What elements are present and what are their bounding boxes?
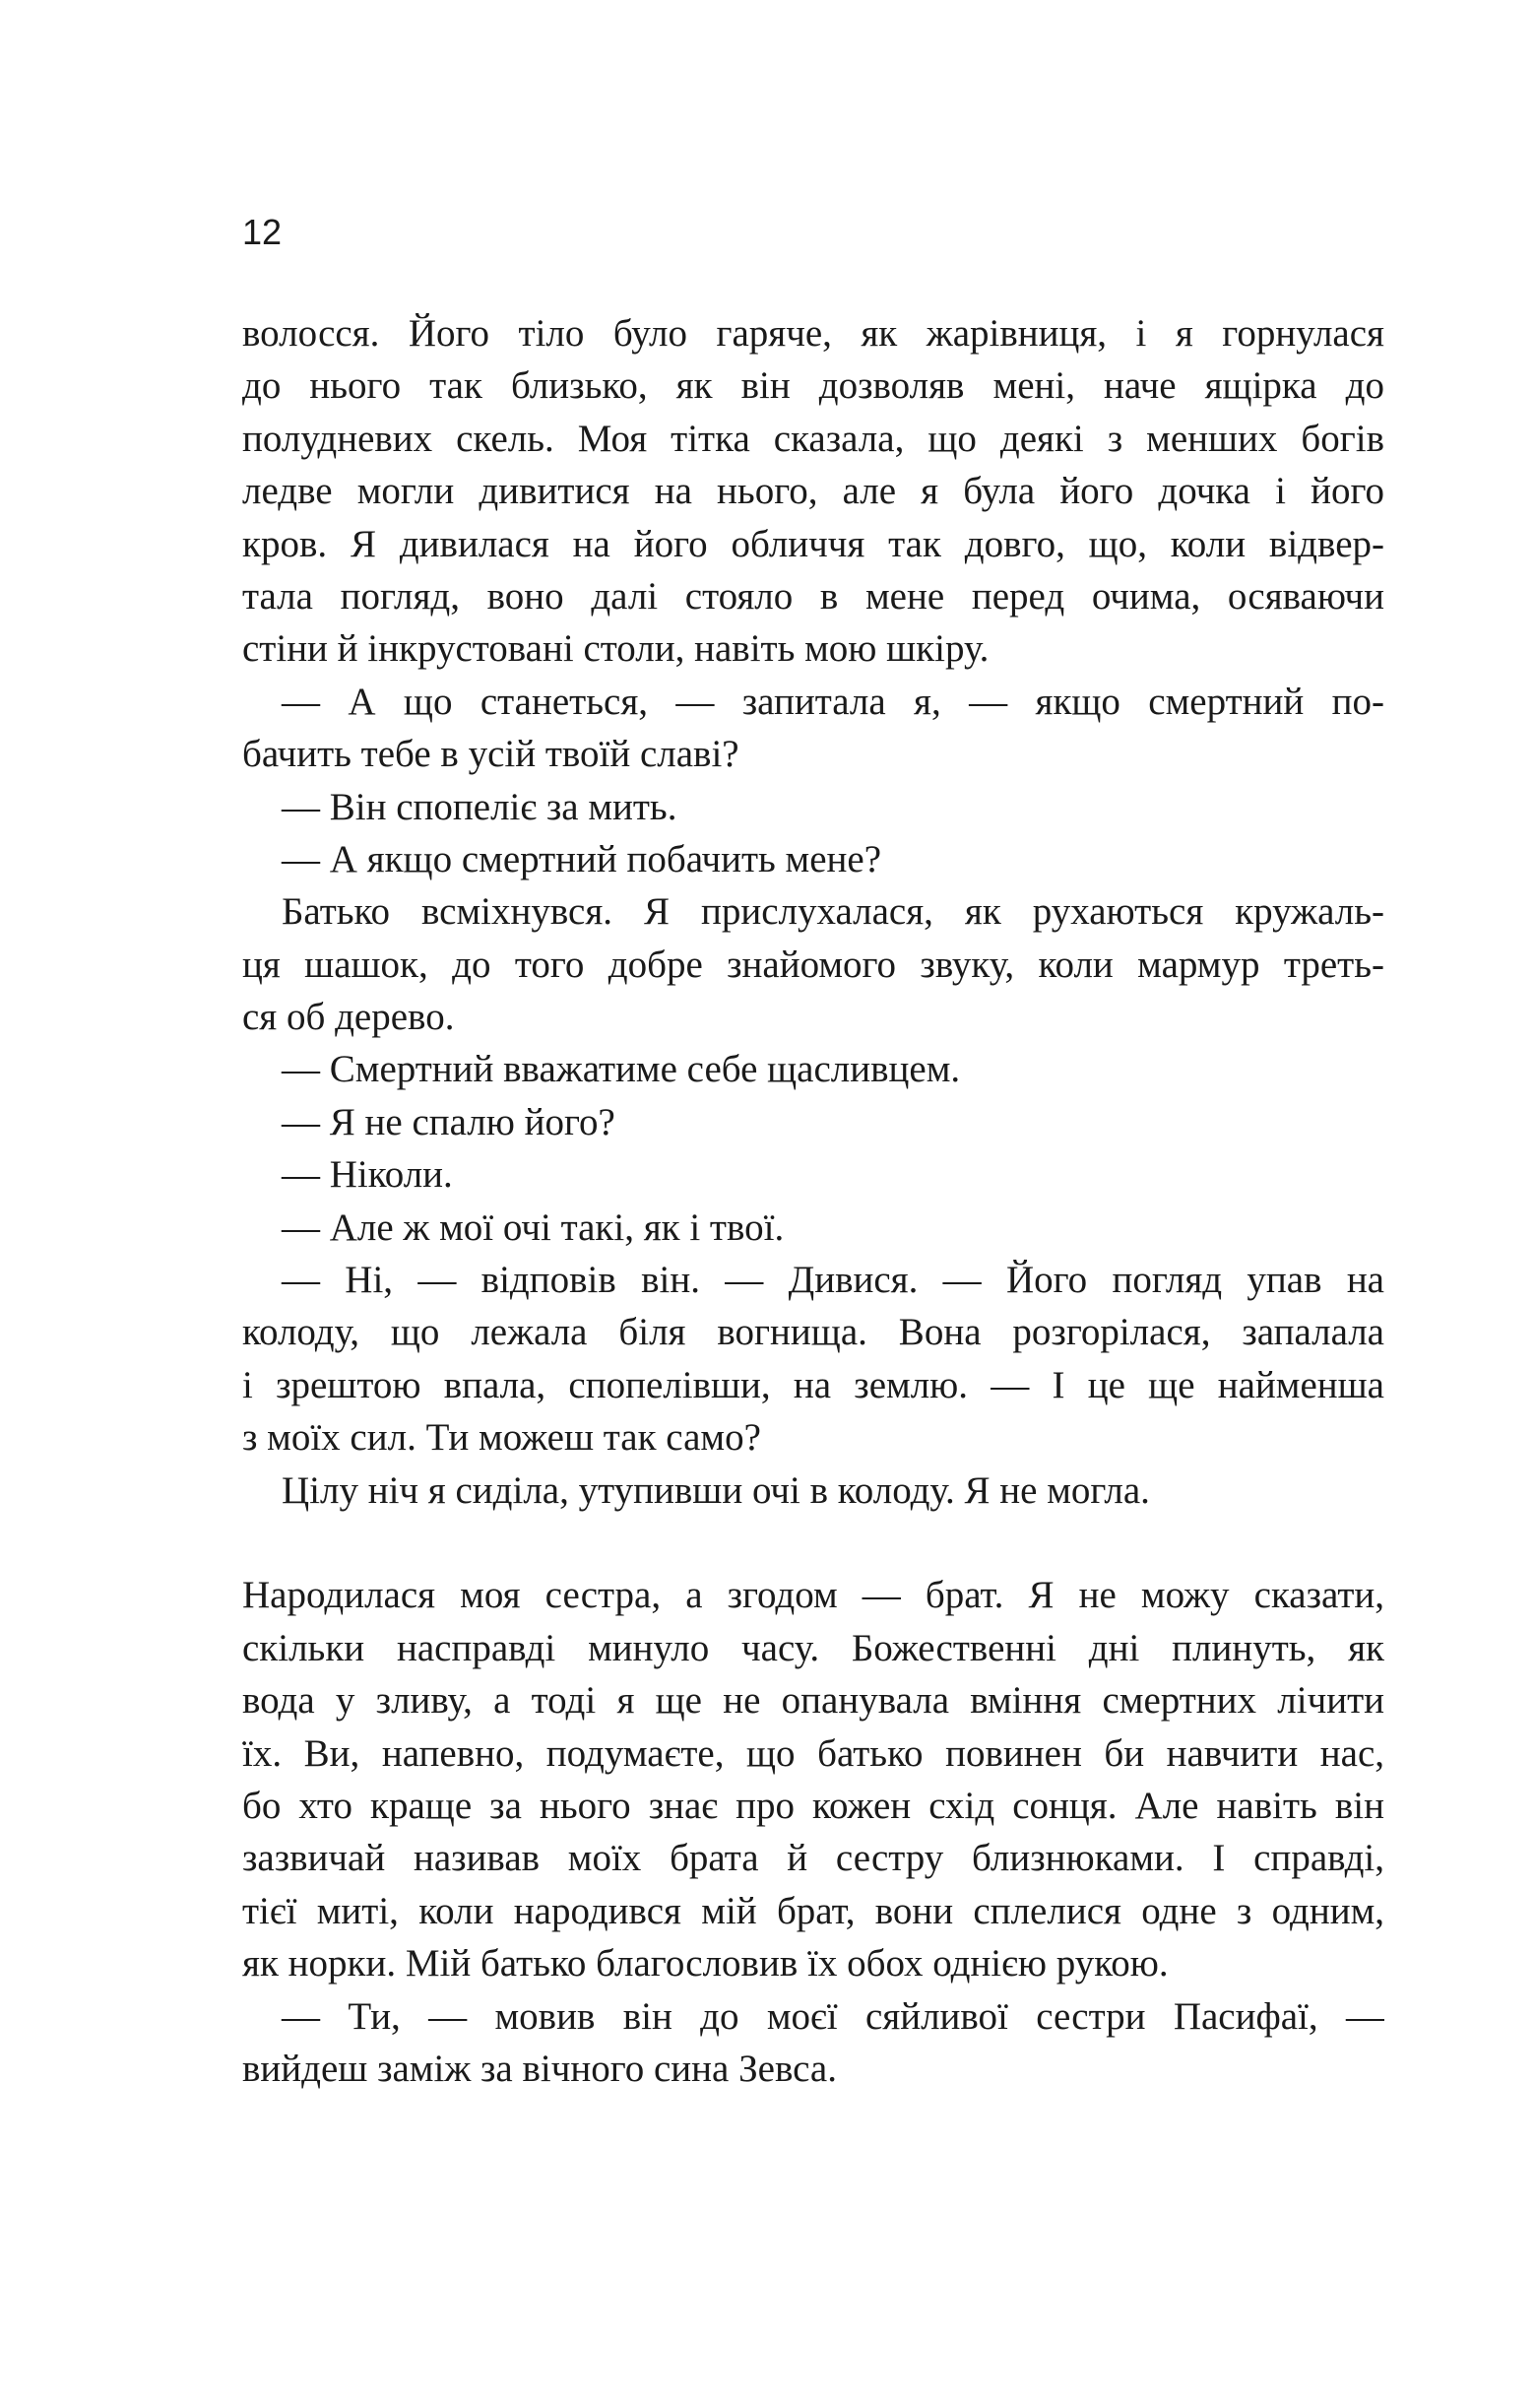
body-text [242,307,1384,2095]
text-line: Цілу ніч я сиділа, утупивши очі в колоду. Я не могла. [282,1468,1150,1512]
text-line: — Ні, — відповів він. — Дивися. — Його погляд упав на [282,1259,1384,1302]
text-line: кров. Я дивилася на його обличчя так довго, що, коли відвер- [242,522,1384,565]
text-section-1 [242,307,1384,1517]
text-line: ця шашок, до того добре знайомого звуку, коли мармур треть- [242,943,1384,986]
text-line: стіни й інкрустовані столи, навіть мою шкіру. [242,627,990,671]
text-line: ледве могли дивитися на нього, але я була його дочка і його [242,470,1384,513]
text-line: колоду, що лежала біля вогнища. Вона розгорілася, запалала [242,1311,1384,1354]
text-line: тієї миті, коли народився мій брат, вони сплелися одне з одним, [242,1889,1384,1932]
text-line: і зрештою впала, спопелівши, на землю. — І це ще найменша [242,1363,1384,1406]
text-line: — Ти, — мовив він до моєї сяйливої сестри Пасифаї, — [282,1994,1384,2038]
text-section-2 [242,1569,1384,2095]
text-line: — Ніколи. [282,1153,453,1197]
text-line: Народилася моя сестра, а згодом — брат. Я не можу сказати, [242,1574,1384,1617]
text-line: — А якщо смертний побачить мене? [282,837,882,880]
text-line: Батько всміхнувся. Я прислухалася, як рухаються кружаль- [282,890,1384,934]
text-line: — Він спопеліє за мить. [282,785,677,828]
text-line: тала погляд, воно далі стояло в мене перед очима, осяваючи [242,574,1384,618]
text-line: зазвичай називав моїх брата й сестру близнюками. І справді, [242,1837,1384,1880]
text-line: — Але ж мої очі такі, як і твої. [282,1205,785,1249]
text-line: до нього так близько, як він дозволяв мені, наче ящірка до [242,364,1384,408]
text-line: бо хто краще за нього знає про кожен схід сонця. Але навіть він [242,1784,1384,1827]
text-line: — Смертний вважатиме себе щасливцем. [282,1048,961,1091]
text-line: вийдеш заміж за вічного сина Зевса. [242,2047,837,2090]
section-break [242,1517,1384,1569]
text-line: бачить тебе в усій твоїй славі? [242,733,739,776]
text-line: ся об дерево. [242,996,455,1039]
text-line: вода у зливу, а тоді я ще не опанувала вміння смертних лічити [242,1679,1384,1723]
page-number: 12 [242,212,283,252]
text-line: — А що станеться, — запитала я, — якщо смертний по- [282,680,1384,723]
text-line: скільки насправді минуло часу. Божественні дні плинуть, як [242,1626,1384,1669]
text-line: волосся. Його тіло було гаряче, як жарівниця, і я горнулася [242,312,1384,355]
text-line: з моїх сил. Ти можеш так само? [242,1416,761,1460]
text-line: полудневих скель. Моя тітка сказала, що деякі з менших богів [242,417,1384,460]
text-line: як норки. Мій батько благословив їх обох однією рукою. [242,1942,1169,1985]
text-line: їх. Ви, напевно, подумаєте, що батько повинен би навчити нас, [242,1731,1384,1775]
text-line: — Я не спалю його? [282,1100,615,1143]
